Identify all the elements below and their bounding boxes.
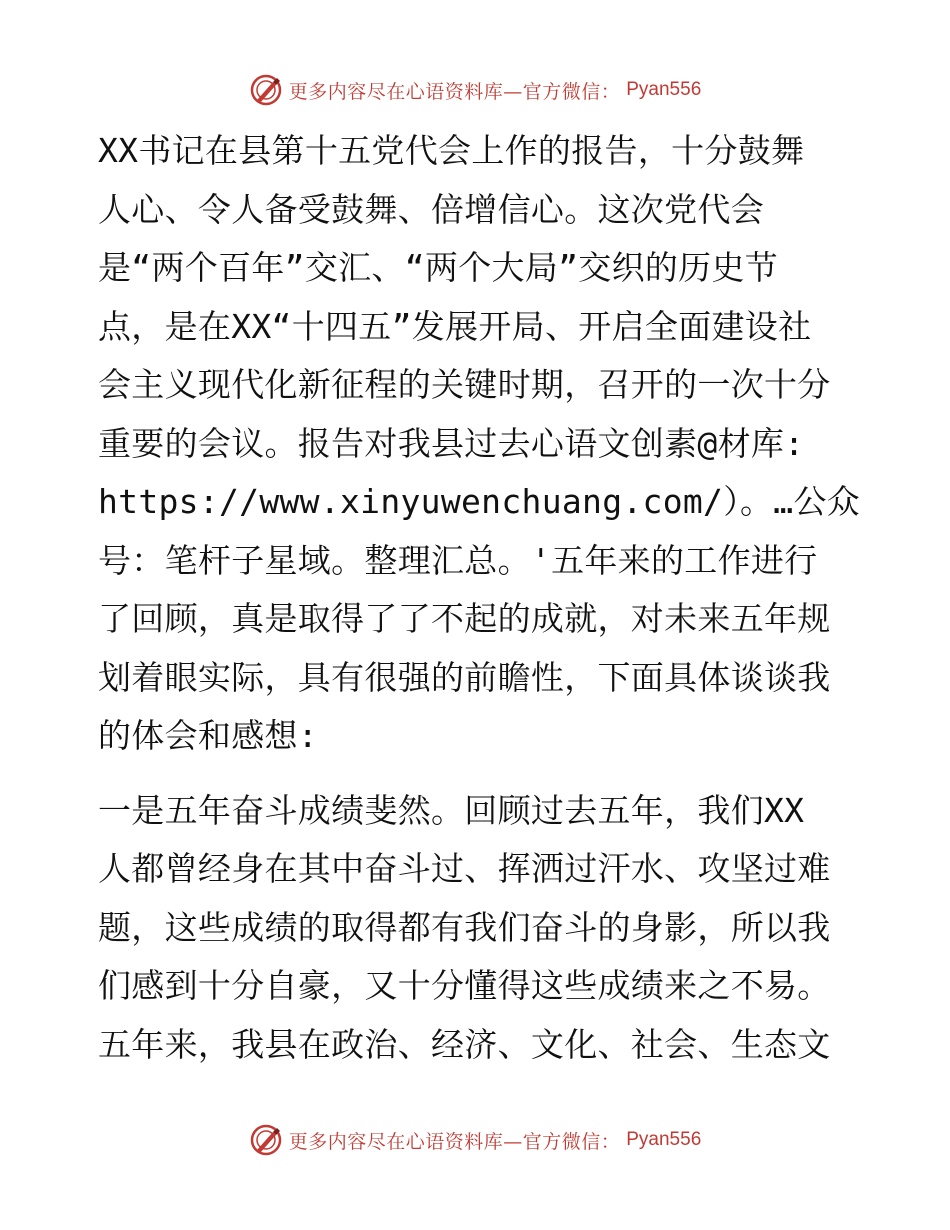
watermark-text: 更多内容尽在心语资料库—官方微信： [288,1130,621,1153]
text-line: https://www.xinyuwenchuang.com/）。…公众 [98,482,861,521]
text-line: 一是五年奋斗成绩斐然。回顾过去五年，我们XX [98,790,805,830]
document-body [98,122,888,1074]
paragraph-2 [98,782,888,1075]
text-line: 题，这些成绩的取得都有我们奋斗的身影，所以我 [98,907,831,947]
watermark-contact: Pyan556 [626,1129,702,1150]
watermark-text: 更多内容尽在心语资料库—官方微信： [288,80,621,103]
paragraph-1 [98,122,888,766]
text-line: 会主义现代化新征程的关键时期，召开的一次十分 [98,365,831,404]
text-line: 划着眼实际，具有很强的前瞻性，下面具体谈谈我 [98,657,831,697]
footer-watermark [0,1120,950,1160]
text-line: 重要的会议。报告对我县过去心语文创素@材库: [98,423,805,463]
header-watermark [0,70,950,110]
text-line: 了回顾，真是取得了了不起的成就，对未来五年规 [98,599,831,638]
text-line: 人都曾经身在其中奋斗过、挥洒过汗水、攻坚过难 [98,849,831,888]
text-line: 点，是在XX“十四五”发展开局、开启全面建设社 [98,306,812,346]
pen-seal-logo-icon [249,1123,283,1157]
text-line: 人心、令人备受鼓舞、倍增信心。这次党代会 [98,189,764,229]
text-line: 是“两个百年”交汇、“两个大局”交织的历史节 [98,248,779,287]
text-line: XX书记在县第十五党代会上作的报告，十分鼓舞 [98,131,805,170]
text-line: 五年来，我县在政治、经济、文化、社会、生态文 [98,1024,831,1064]
pen-seal-logo-icon [249,73,283,107]
text-line: 号：笔杆子星域。整理汇总。'五年来的工作进行 [98,540,818,580]
text-line: 们感到十分自豪，又十分懂得这些成绩来之不易。 [98,966,831,1005]
text-line: 的体会和感想: [98,716,318,755]
watermark-contact: Pyan556 [626,79,702,100]
